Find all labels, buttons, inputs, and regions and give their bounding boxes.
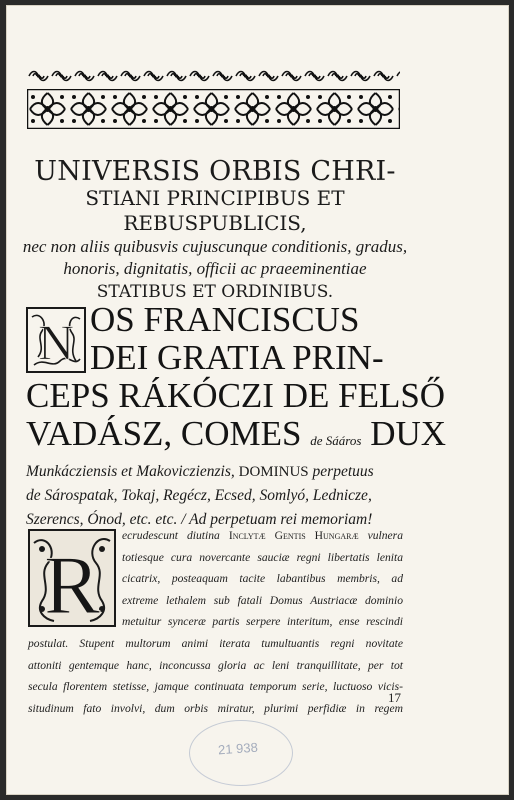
body-line-4: extreme lethalem sub fatali Domus Austriacæ dominio — [122, 593, 403, 607]
intro-line-7: Szerencs, Ónod, etc. etc. / Ad perpetuam rei memoriam! — [26, 511, 373, 528]
intro-line-2: DEI GRATIA PRIN- — [90, 338, 384, 377]
intro-line-6: de Sárospatak, Tokaj, Regécz, Ecsed, Somlyó, Lednicze, — [26, 487, 372, 504]
body-line-6: postulat. Stupent multorum animi iterata tumultuantis regni novitate — [28, 636, 403, 650]
heading-line-3: nec non aliis quibusvis cujuscunque conditionis, gradus, — [22, 237, 408, 256]
body-line-3: cicatrix, posteaquam tacite labantibus membris, ad — [122, 572, 403, 586]
heading-line-4: honoris, dignitatis, officii ac praeeminentiae — [63, 259, 367, 278]
intro-block — [26, 300, 447, 532]
heading-line-1: UNIVERSIS ORBIS CHRI- — [34, 156, 396, 187]
intro-line-4 — [26, 414, 447, 460]
ornament-border-large — [27, 89, 400, 129]
svg-text:R: R — [43, 539, 101, 627]
body-line-8: secula florentem stetisse, jamque continuata temporum serie, luctuoso vicis- — [28, 680, 403, 694]
ornament-border-small — [27, 68, 400, 84]
body-line-1-gens: Inclytæ Gentis Hungaræ — [228, 529, 359, 542]
body-line-1-a: ecrudescunt diutina — [122, 529, 220, 542]
body-line-9: situdinum fato involvi, dum orbis miratur, plurimi perfidiæ in regem — [28, 701, 403, 715]
intro-line-5-a: Munkácziensis et Makoviczienzis, — [26, 463, 235, 480]
intro-line-5-c: perpetuus — [312, 463, 374, 480]
address-heading — [20, 158, 410, 304]
intro-line-5 — [26, 460, 411, 484]
book-page — [6, 5, 509, 795]
heading-line-2: STIANI PRINCIPIBUS ET REBUSPUBLICIS, — [85, 186, 345, 235]
decorated-initial-r — [28, 529, 116, 627]
body-line-7: attoniti gentemque hanc, inconcussa gloria ac leni tranquillitate, per tot — [28, 658, 403, 672]
intro-line-5-dominus: DOMINUS — [238, 464, 309, 480]
heading-line-5: STATIBUS ET ORDINIBUS. — [96, 282, 334, 302]
intro-line-4-dux: DUX — [370, 414, 447, 453]
body-line-2: totiesque cura novercante sauciæ regni libertatis lenita — [122, 550, 403, 564]
body-paragraph — [28, 525, 403, 719]
body-line-1-c: vulnera — [367, 529, 403, 542]
intro-line-1: OS FRANCISCUS — [90, 300, 360, 339]
decorated-initial-n — [26, 307, 86, 373]
page-number: 17 — [388, 690, 401, 705]
intro-line-4-place: de Sááros — [310, 433, 362, 448]
intro-line-3: CEPS RÁKÓCZI DE FELSŐ — [26, 376, 446, 415]
svg-text:N: N — [37, 314, 75, 370]
intro-line-4-title: VADÁSZ, COMES — [26, 414, 302, 453]
library-stamp — [189, 720, 293, 786]
stamp-number: 21 938 — [217, 739, 259, 758]
body-line-5: metuitur synceræ partis serpere interitum, ense rescindi — [122, 615, 403, 629]
